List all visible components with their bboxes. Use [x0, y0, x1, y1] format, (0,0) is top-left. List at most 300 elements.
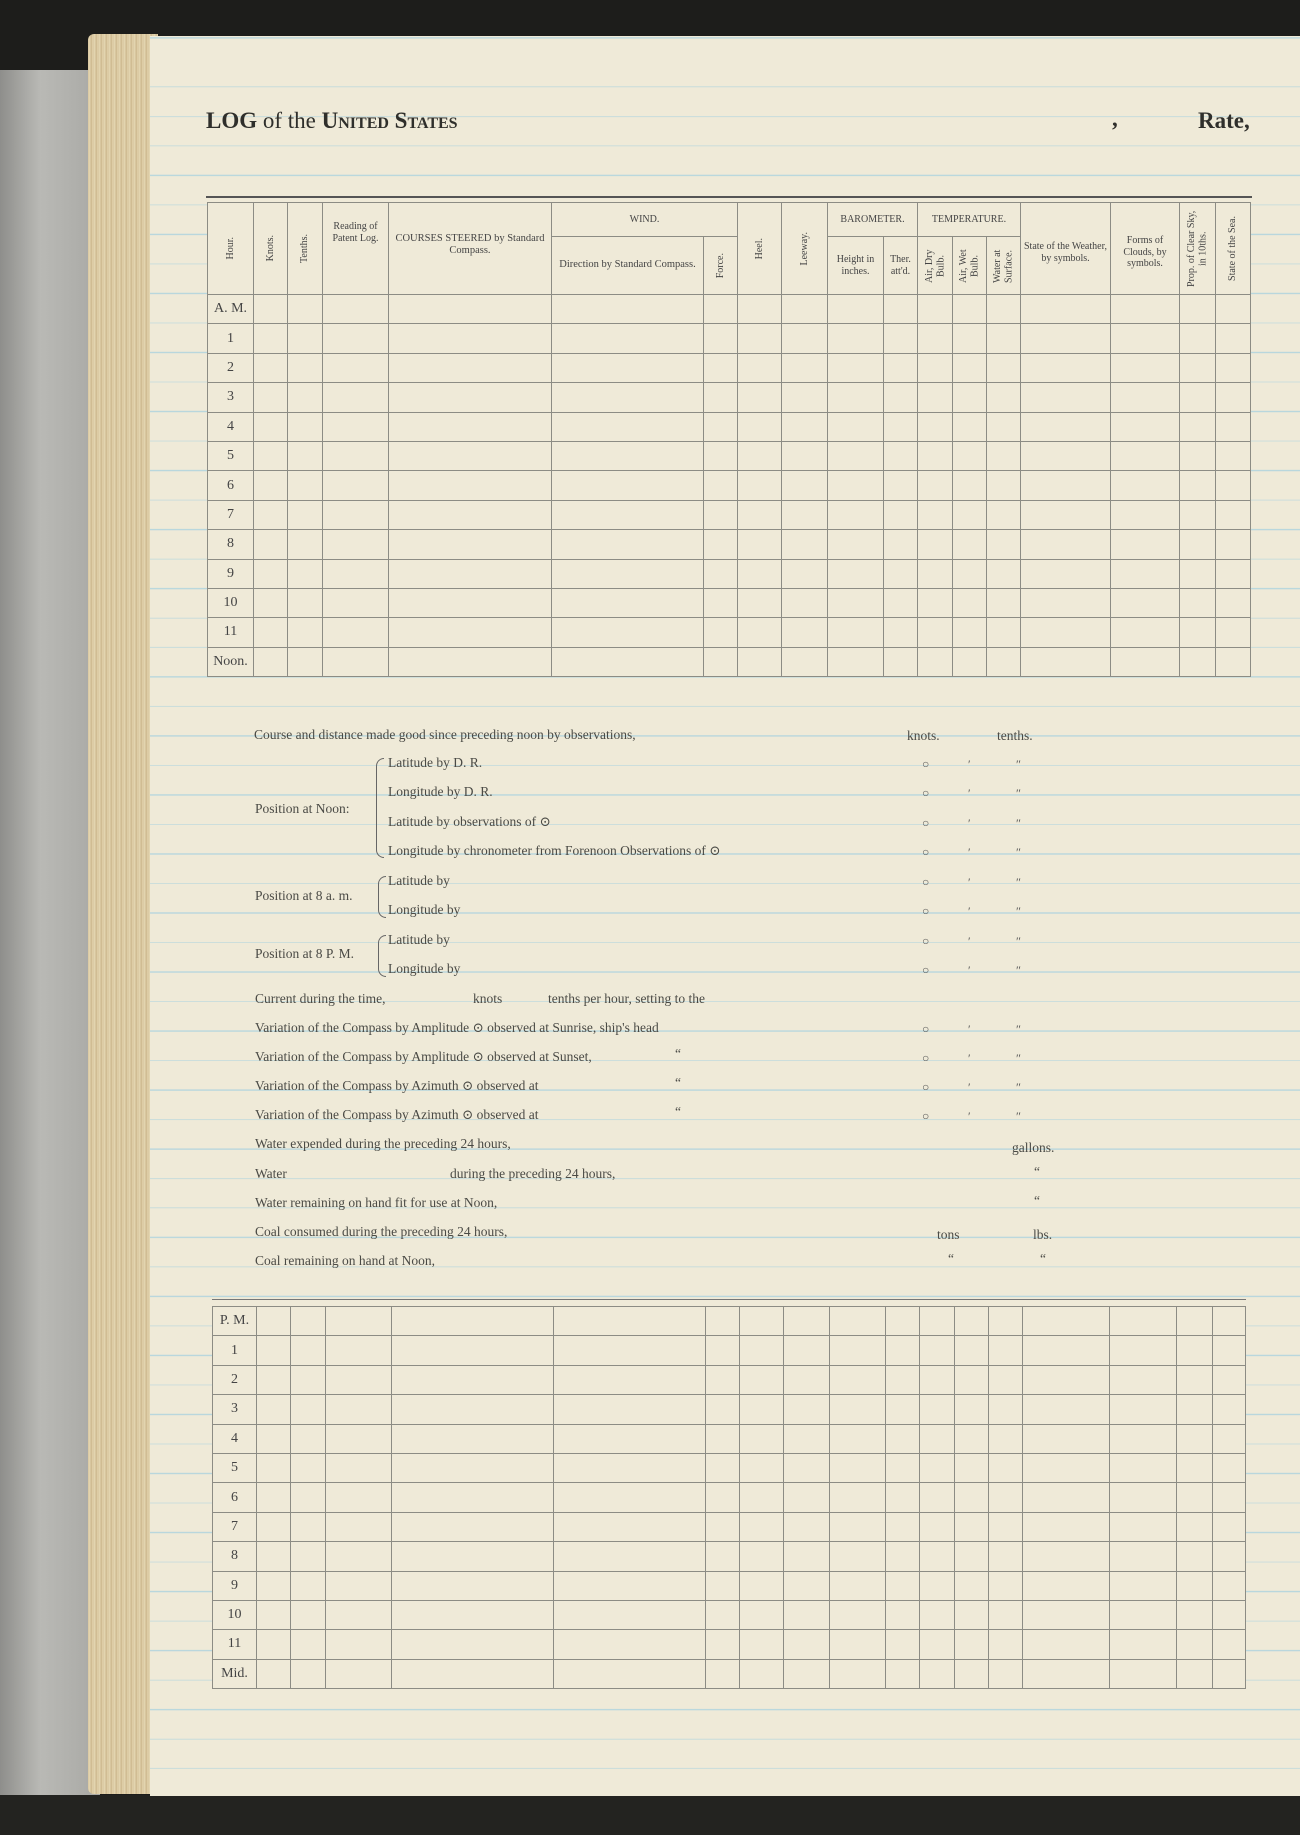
pm-log-cell[interactable] [290, 1542, 325, 1571]
pm-log-cell[interactable] [553, 1395, 706, 1424]
am-log-cell[interactable] [1021, 441, 1111, 470]
am-log-cell[interactable] [1021, 618, 1111, 647]
am-log-cell[interactable] [1111, 530, 1180, 559]
am-log-cell[interactable] [288, 618, 323, 647]
am-log-cell[interactable] [918, 500, 953, 529]
pm-log-cell[interactable] [1023, 1483, 1110, 1512]
am-log-cell[interactable] [288, 324, 323, 353]
pm-log-cell[interactable] [830, 1659, 886, 1688]
am-log-cell[interactable] [704, 383, 738, 412]
pm-log-cell[interactable] [325, 1630, 391, 1659]
pm-log-cell[interactable] [1176, 1483, 1212, 1512]
pm-log-cell[interactable] [955, 1659, 989, 1688]
am-log-cell[interactable] [552, 530, 704, 559]
am-log-cell[interactable] [828, 618, 884, 647]
am-log-cell[interactable] [1021, 530, 1111, 559]
pm-log-cell[interactable] [325, 1483, 391, 1512]
am-log-cell[interactable] [1021, 324, 1111, 353]
am-log-cell[interactable] [1180, 530, 1216, 559]
am-log-cell[interactable] [738, 471, 782, 500]
pm-log-cell[interactable] [325, 1336, 391, 1365]
pm-log-cell[interactable] [290, 1307, 325, 1336]
pm-log-cell[interactable] [740, 1571, 784, 1600]
pm-log-cell[interactable] [325, 1453, 391, 1482]
am-log-cell[interactable] [552, 618, 704, 647]
pm-log-cell[interactable] [553, 1307, 706, 1336]
am-log-cell[interactable] [884, 559, 918, 588]
pm-log-cell[interactable] [553, 1542, 706, 1571]
am-log-cell[interactable] [704, 412, 738, 441]
pm-log-cell[interactable] [740, 1512, 784, 1541]
am-log-cell[interactable] [987, 295, 1021, 324]
am-log-cell[interactable] [918, 324, 953, 353]
pm-log-cell[interactable] [740, 1483, 784, 1512]
pm-log-cell[interactable] [1212, 1453, 1245, 1482]
pm-log-cell[interactable] [325, 1659, 391, 1688]
pm-log-cell[interactable] [1212, 1483, 1245, 1512]
pm-log-cell[interactable] [1023, 1542, 1110, 1571]
am-log-cell[interactable] [389, 441, 552, 470]
am-log-cell[interactable] [1180, 441, 1216, 470]
am-log-cell[interactable] [552, 324, 704, 353]
am-log-cell[interactable] [1216, 441, 1251, 470]
pm-log-cell[interactable] [920, 1512, 955, 1541]
pm-log-cell[interactable] [290, 1659, 325, 1688]
pm-log-cell[interactable] [886, 1659, 920, 1688]
pm-log-cell[interactable] [553, 1630, 706, 1659]
am-log-cell[interactable] [704, 324, 738, 353]
pm-log-cell[interactable] [989, 1395, 1023, 1424]
pm-log-cell[interactable] [553, 1659, 706, 1688]
pm-log-cell[interactable] [740, 1336, 784, 1365]
pm-log-cell[interactable] [830, 1453, 886, 1482]
am-log-cell[interactable] [1216, 412, 1251, 441]
pm-log-cell[interactable] [1023, 1630, 1110, 1659]
am-log-cell[interactable] [323, 412, 389, 441]
pm-log-cell[interactable] [740, 1307, 784, 1336]
am-log-cell[interactable] [1180, 618, 1216, 647]
am-log-cell[interactable] [254, 324, 288, 353]
am-log-cell[interactable] [1021, 383, 1111, 412]
am-log-cell[interactable] [1180, 559, 1216, 588]
am-log-cell[interactable] [918, 530, 953, 559]
pm-log-cell[interactable] [290, 1424, 325, 1453]
am-log-cell[interactable] [782, 471, 828, 500]
am-log-cell[interactable] [738, 324, 782, 353]
pm-log-cell[interactable] [1176, 1512, 1212, 1541]
am-log-cell[interactable] [953, 412, 987, 441]
pm-log-cell[interactable] [830, 1571, 886, 1600]
pm-log-cell[interactable] [1176, 1365, 1212, 1394]
am-log-cell[interactable] [254, 500, 288, 529]
pm-log-cell[interactable] [830, 1512, 886, 1541]
am-log-cell[interactable] [782, 559, 828, 588]
pm-log-cell[interactable] [1110, 1395, 1177, 1424]
am-log-cell[interactable] [288, 441, 323, 470]
pm-log-cell[interactable] [740, 1365, 784, 1394]
am-log-cell[interactable] [288, 559, 323, 588]
am-log-cell[interactable] [987, 618, 1021, 647]
pm-log-cell[interactable] [920, 1453, 955, 1482]
am-log-cell[interactable] [1021, 412, 1111, 441]
pm-log-cell[interactable] [784, 1307, 830, 1336]
am-log-cell[interactable] [1111, 441, 1180, 470]
am-log-cell[interactable] [323, 647, 389, 676]
am-log-cell[interactable] [987, 647, 1021, 676]
am-log-cell[interactable] [738, 618, 782, 647]
pm-log-cell[interactable] [1023, 1600, 1110, 1629]
am-log-cell[interactable] [389, 295, 552, 324]
pm-log-cell[interactable] [1176, 1336, 1212, 1365]
am-log-cell[interactable] [782, 324, 828, 353]
am-log-cell[interactable] [389, 471, 552, 500]
pm-log-cell[interactable] [955, 1395, 989, 1424]
pm-log-cell[interactable] [1110, 1659, 1177, 1688]
am-log-cell[interactable] [254, 441, 288, 470]
pm-log-cell[interactable] [290, 1600, 325, 1629]
am-log-cell[interactable] [254, 353, 288, 382]
pm-log-cell[interactable] [1023, 1659, 1110, 1688]
pm-log-cell[interactable] [256, 1600, 290, 1629]
am-log-cell[interactable] [288, 471, 323, 500]
am-log-cell[interactable] [704, 530, 738, 559]
am-log-cell[interactable] [552, 295, 704, 324]
pm-log-cell[interactable] [784, 1512, 830, 1541]
am-log-cell[interactable] [389, 500, 552, 529]
am-log-cell[interactable] [323, 530, 389, 559]
am-log-cell[interactable] [323, 500, 389, 529]
pm-log-cell[interactable] [740, 1542, 784, 1571]
am-log-cell[interactable] [389, 412, 552, 441]
pm-log-cell[interactable] [706, 1630, 740, 1659]
am-log-cell[interactable] [828, 412, 884, 441]
pm-log-cell[interactable] [256, 1630, 290, 1659]
pm-log-cell[interactable] [1212, 1571, 1245, 1600]
am-log-cell[interactable] [288, 647, 323, 676]
am-log-cell[interactable] [782, 588, 828, 617]
am-log-cell[interactable] [953, 295, 987, 324]
pm-log-cell[interactable] [391, 1307, 553, 1336]
pm-log-cell[interactable] [706, 1659, 740, 1688]
am-log-cell[interactable] [953, 500, 987, 529]
pm-log-cell[interactable] [920, 1307, 955, 1336]
am-log-cell[interactable] [987, 412, 1021, 441]
am-log-cell[interactable] [704, 500, 738, 529]
am-log-cell[interactable] [389, 353, 552, 382]
pm-log-cell[interactable] [391, 1483, 553, 1512]
pm-log-cell[interactable] [784, 1424, 830, 1453]
pm-log-cell[interactable] [706, 1395, 740, 1424]
am-log-cell[interactable] [782, 500, 828, 529]
am-log-cell[interactable] [1180, 647, 1216, 676]
pm-log-cell[interactable] [553, 1424, 706, 1453]
am-log-cell[interactable] [1111, 559, 1180, 588]
pm-log-cell[interactable] [830, 1365, 886, 1394]
pm-log-cell[interactable] [1110, 1512, 1177, 1541]
am-log-cell[interactable] [884, 353, 918, 382]
am-log-cell[interactable] [918, 295, 953, 324]
am-log-cell[interactable] [953, 618, 987, 647]
am-log-cell[interactable] [782, 353, 828, 382]
pm-log-cell[interactable] [955, 1307, 989, 1336]
am-log-cell[interactable] [953, 559, 987, 588]
pm-log-cell[interactable] [989, 1630, 1023, 1659]
am-log-cell[interactable] [704, 618, 738, 647]
am-log-cell[interactable] [288, 383, 323, 412]
am-log-cell[interactable] [918, 412, 953, 441]
am-log-cell[interactable] [1111, 383, 1180, 412]
pm-log-cell[interactable] [391, 1365, 553, 1394]
pm-log-cell[interactable] [784, 1571, 830, 1600]
am-log-cell[interactable] [782, 618, 828, 647]
pm-log-cell[interactable] [391, 1395, 553, 1424]
pm-log-cell[interactable] [989, 1600, 1023, 1629]
pm-log-cell[interactable] [886, 1630, 920, 1659]
pm-log-cell[interactable] [325, 1395, 391, 1424]
am-log-cell[interactable] [1021, 353, 1111, 382]
pm-log-cell[interactable] [886, 1542, 920, 1571]
am-log-cell[interactable] [884, 500, 918, 529]
pm-log-cell[interactable] [955, 1512, 989, 1541]
pm-log-cell[interactable] [784, 1630, 830, 1659]
pm-log-cell[interactable] [706, 1424, 740, 1453]
pm-log-cell[interactable] [740, 1600, 784, 1629]
pm-log-cell[interactable] [1110, 1307, 1177, 1336]
am-log-cell[interactable] [918, 353, 953, 382]
pm-log-cell[interactable] [886, 1307, 920, 1336]
pm-log-cell[interactable] [256, 1571, 290, 1600]
am-log-cell[interactable] [884, 441, 918, 470]
pm-log-cell[interactable] [989, 1365, 1023, 1394]
am-log-cell[interactable] [254, 530, 288, 559]
am-log-cell[interactable] [918, 383, 953, 412]
pm-log-cell[interactable] [290, 1630, 325, 1659]
am-log-cell[interactable] [1216, 500, 1251, 529]
am-log-cell[interactable] [254, 618, 288, 647]
pm-log-cell[interactable] [290, 1512, 325, 1541]
am-log-cell[interactable] [323, 441, 389, 470]
pm-log-cell[interactable] [955, 1571, 989, 1600]
pm-log-cell[interactable] [784, 1365, 830, 1394]
am-log-cell[interactable] [704, 441, 738, 470]
am-log-cell[interactable] [323, 324, 389, 353]
am-log-cell[interactable] [389, 559, 552, 588]
pm-log-cell[interactable] [325, 1365, 391, 1394]
am-log-cell[interactable] [1216, 353, 1251, 382]
pm-log-cell[interactable] [784, 1453, 830, 1482]
am-log-cell[interactable] [704, 588, 738, 617]
am-log-cell[interactable] [953, 324, 987, 353]
pm-log-cell[interactable] [290, 1483, 325, 1512]
pm-log-cell[interactable] [1110, 1600, 1177, 1629]
am-log-cell[interactable] [288, 295, 323, 324]
pm-log-cell[interactable] [1212, 1424, 1245, 1453]
am-log-cell[interactable] [987, 530, 1021, 559]
am-log-cell[interactable] [918, 441, 953, 470]
pm-log-cell[interactable] [706, 1571, 740, 1600]
pm-log-cell[interactable] [553, 1453, 706, 1482]
am-log-cell[interactable] [953, 441, 987, 470]
am-log-cell[interactable] [782, 530, 828, 559]
am-log-cell[interactable] [953, 530, 987, 559]
pm-log-cell[interactable] [553, 1600, 706, 1629]
am-log-cell[interactable] [884, 471, 918, 500]
am-log-cell[interactable] [254, 647, 288, 676]
pm-log-cell[interactable] [886, 1571, 920, 1600]
pm-log-cell[interactable] [830, 1424, 886, 1453]
am-log-cell[interactable] [1021, 559, 1111, 588]
pm-log-cell[interactable] [920, 1542, 955, 1571]
am-log-cell[interactable] [704, 471, 738, 500]
pm-log-cell[interactable] [553, 1512, 706, 1541]
am-log-cell[interactable] [1111, 647, 1180, 676]
pm-log-cell[interactable] [553, 1336, 706, 1365]
pm-log-cell[interactable] [1110, 1630, 1177, 1659]
am-log-cell[interactable] [738, 383, 782, 412]
am-log-cell[interactable] [828, 353, 884, 382]
am-log-cell[interactable] [704, 559, 738, 588]
am-log-cell[interactable] [323, 471, 389, 500]
am-log-cell[interactable] [1021, 500, 1111, 529]
pm-log-cell[interactable] [1176, 1542, 1212, 1571]
am-log-cell[interactable] [254, 383, 288, 412]
pm-log-cell[interactable] [1212, 1307, 1245, 1336]
am-log-cell[interactable] [884, 647, 918, 676]
am-log-cell[interactable] [782, 647, 828, 676]
am-log-cell[interactable] [704, 295, 738, 324]
pm-log-cell[interactable] [256, 1307, 290, 1336]
pm-log-cell[interactable] [256, 1483, 290, 1512]
am-log-cell[interactable] [389, 588, 552, 617]
am-log-cell[interactable] [1021, 295, 1111, 324]
am-log-cell[interactable] [1111, 500, 1180, 529]
am-log-cell[interactable] [884, 324, 918, 353]
am-log-cell[interactable] [828, 559, 884, 588]
am-log-cell[interactable] [987, 353, 1021, 382]
pm-log-cell[interactable] [740, 1659, 784, 1688]
pm-log-cell[interactable] [989, 1307, 1023, 1336]
am-log-cell[interactable] [323, 618, 389, 647]
pm-log-cell[interactable] [256, 1424, 290, 1453]
pm-log-cell[interactable] [784, 1600, 830, 1629]
pm-log-cell[interactable] [1110, 1365, 1177, 1394]
pm-log-cell[interactable] [290, 1453, 325, 1482]
am-log-cell[interactable] [1216, 295, 1251, 324]
pm-log-cell[interactable] [1176, 1600, 1212, 1629]
pm-log-cell[interactable] [1023, 1453, 1110, 1482]
am-log-cell[interactable] [828, 588, 884, 617]
pm-log-cell[interactable] [1212, 1600, 1245, 1629]
am-log-cell[interactable] [288, 353, 323, 382]
pm-log-cell[interactable] [920, 1336, 955, 1365]
pm-log-cell[interactable] [830, 1483, 886, 1512]
am-log-cell[interactable] [782, 383, 828, 412]
am-log-cell[interactable] [1180, 295, 1216, 324]
am-log-cell[interactable] [953, 471, 987, 500]
pm-log-cell[interactable] [290, 1365, 325, 1394]
pm-log-cell[interactable] [391, 1424, 553, 1453]
am-log-cell[interactable] [389, 383, 552, 412]
am-log-cell[interactable] [918, 588, 953, 617]
pm-log-cell[interactable] [391, 1453, 553, 1482]
pm-log-cell[interactable] [886, 1365, 920, 1394]
am-log-cell[interactable] [1180, 324, 1216, 353]
am-log-cell[interactable] [738, 530, 782, 559]
pm-log-cell[interactable] [706, 1483, 740, 1512]
am-log-cell[interactable] [552, 353, 704, 382]
pm-log-cell[interactable] [1212, 1365, 1245, 1394]
am-log-cell[interactable] [987, 500, 1021, 529]
am-log-cell[interactable] [323, 383, 389, 412]
am-log-cell[interactable] [1180, 471, 1216, 500]
am-log-cell[interactable] [1111, 295, 1180, 324]
pm-log-cell[interactable] [706, 1512, 740, 1541]
pm-log-cell[interactable] [740, 1395, 784, 1424]
pm-log-cell[interactable] [1212, 1659, 1245, 1688]
pm-log-cell[interactable] [886, 1483, 920, 1512]
am-log-cell[interactable] [884, 295, 918, 324]
am-log-cell[interactable] [828, 471, 884, 500]
pm-log-cell[interactable] [256, 1336, 290, 1365]
pm-log-cell[interactable] [955, 1336, 989, 1365]
am-log-cell[interactable] [987, 588, 1021, 617]
pm-log-cell[interactable] [920, 1365, 955, 1394]
am-log-cell[interactable] [552, 500, 704, 529]
am-log-cell[interactable] [1180, 588, 1216, 617]
am-log-cell[interactable] [738, 353, 782, 382]
pm-log-cell[interactable] [325, 1512, 391, 1541]
pm-log-cell[interactable] [886, 1395, 920, 1424]
pm-log-cell[interactable] [1176, 1424, 1212, 1453]
pm-log-cell[interactable] [830, 1630, 886, 1659]
am-log-cell[interactable] [1180, 500, 1216, 529]
pm-log-cell[interactable] [325, 1600, 391, 1629]
am-log-cell[interactable] [288, 530, 323, 559]
pm-log-cell[interactable] [1110, 1453, 1177, 1482]
pm-log-cell[interactable] [784, 1483, 830, 1512]
am-log-cell[interactable] [987, 471, 1021, 500]
am-log-cell[interactable] [1216, 559, 1251, 588]
pm-log-cell[interactable] [989, 1336, 1023, 1365]
am-log-cell[interactable] [254, 471, 288, 500]
am-log-cell[interactable] [828, 647, 884, 676]
pm-log-cell[interactable] [955, 1600, 989, 1629]
am-log-cell[interactable] [1180, 353, 1216, 382]
am-log-cell[interactable] [254, 559, 288, 588]
am-log-cell[interactable] [953, 353, 987, 382]
pm-log-cell[interactable] [1176, 1395, 1212, 1424]
pm-log-cell[interactable] [830, 1307, 886, 1336]
pm-log-cell[interactable] [886, 1424, 920, 1453]
pm-log-cell[interactable] [989, 1659, 1023, 1688]
am-log-cell[interactable] [552, 471, 704, 500]
am-log-cell[interactable] [288, 588, 323, 617]
pm-log-cell[interactable] [784, 1336, 830, 1365]
pm-log-cell[interactable] [706, 1600, 740, 1629]
pm-log-cell[interactable] [1023, 1336, 1110, 1365]
am-log-cell[interactable] [1021, 471, 1111, 500]
am-log-cell[interactable] [828, 441, 884, 470]
am-log-cell[interactable] [1111, 618, 1180, 647]
pm-log-cell[interactable] [920, 1395, 955, 1424]
pm-log-cell[interactable] [391, 1542, 553, 1571]
am-log-cell[interactable] [738, 559, 782, 588]
pm-log-cell[interactable] [325, 1424, 391, 1453]
pm-log-cell[interactable] [989, 1542, 1023, 1571]
pm-log-cell[interactable] [325, 1307, 391, 1336]
pm-log-cell[interactable] [886, 1453, 920, 1482]
pm-log-cell[interactable] [1110, 1336, 1177, 1365]
